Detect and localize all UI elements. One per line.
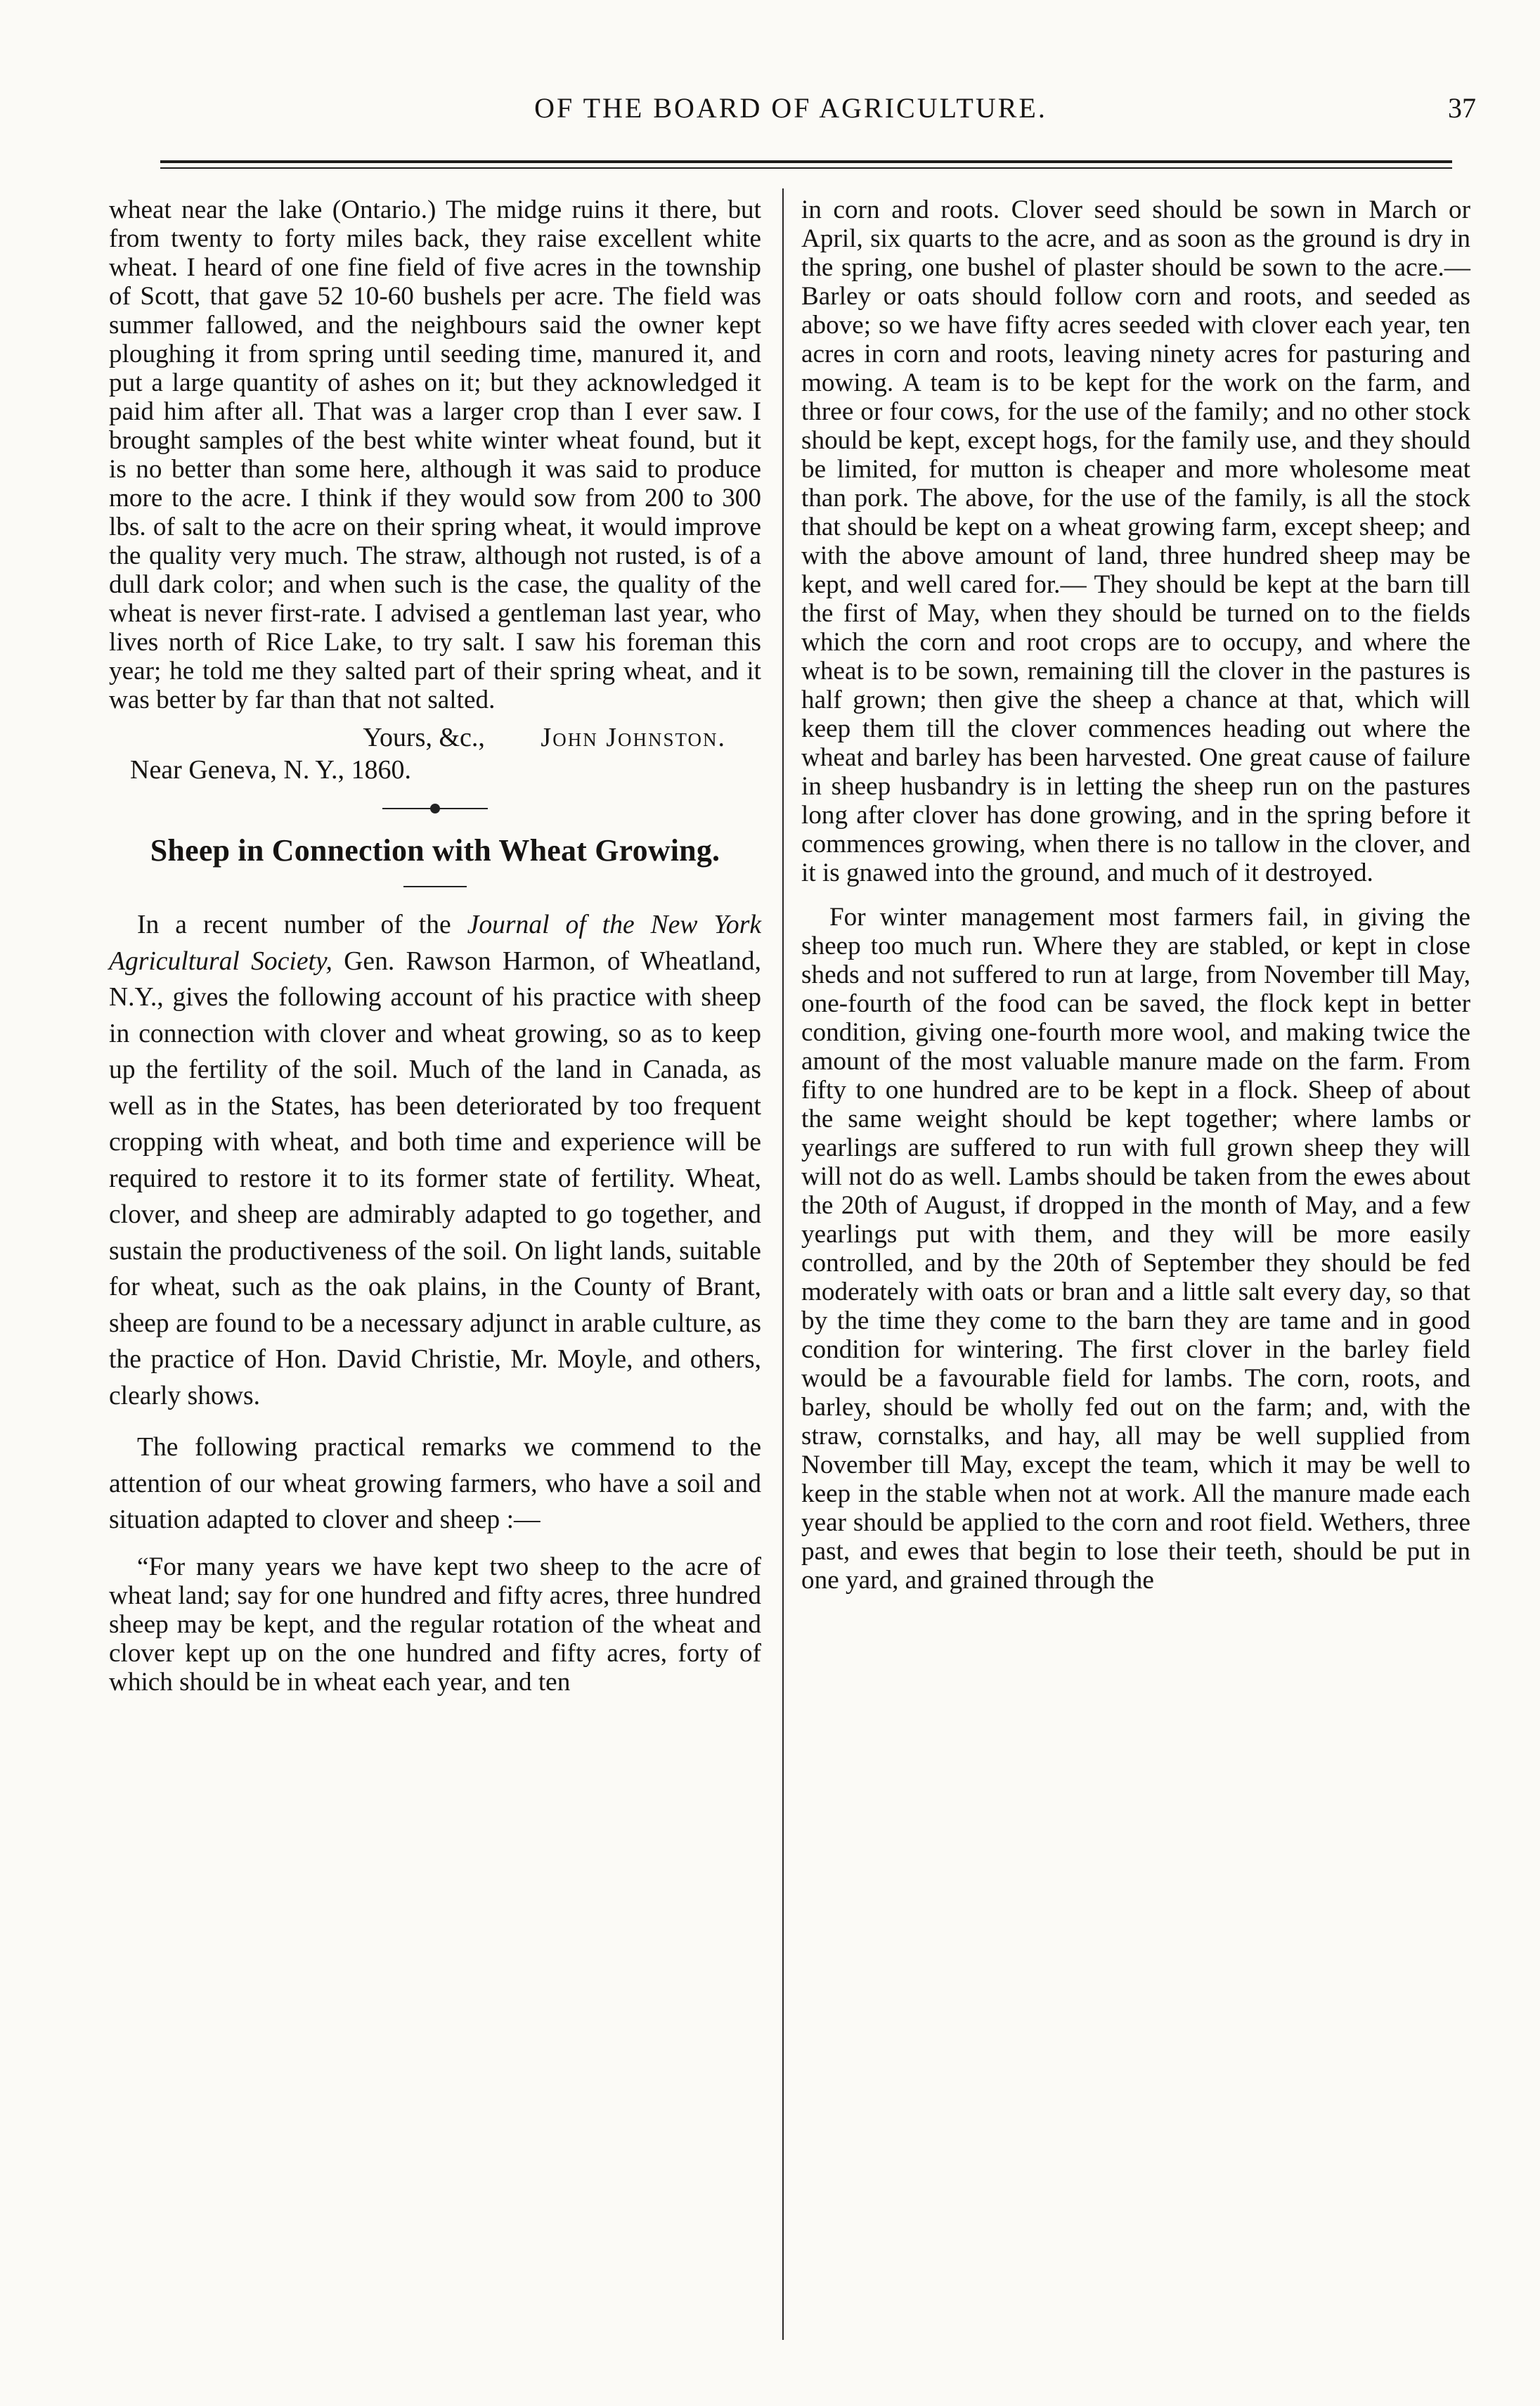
section-divider-ornament <box>382 802 488 816</box>
quoted-passage-start: “For many years we have kept two sheep to the acre of wheat land; say for one hundred and fifty acres, three hundred sheep may be kept, and the regular rotation of the wheat and clover kept up on the one hundred and fifty acres, forty of which should be in wheat each year, and ten <box>109 1552 761 1697</box>
letter-place-date: Near Geneva, N. Y., 1860. <box>130 755 411 785</box>
quoted-passage-paragraph-1: in corn and roots. Clover seed should be sown in March or April, six quarts to the acre, and as soon as the ground is dry in the spring, one bushel of plaster should be sown to the acre.— Barley or oats should follow corn and roots, and seeded as above; so we have fifty acres seeded with clover each year, ten acres in corn and roots, leaving ninety acres for pasturing and mowing. A team is to be kept for the work on the farm, and three or four cows, for the use of the family; and no other stock should be kept, except hogs, for the family use, and they should be limited, for mutton is cheaper and more wholesome meat than pork. The above, for the use of the family, is all the stock that should be kept on a wheat growing farm, except sheep; and with the above amount of land, three hundred sheep may be kept, and well cared for.— They should be kept at the barn till the first of May, when they should be turned on to the fields which the corn and root crops are to occupy, and where the wheat is to be sown, remaining till the clover in the pastures is half grown; then give the sheep a chance at that, which will keep them till the clover commences heading out where the wheat and barley has been harvested. One great cause of failure in sheep husbandry is in letting the sheep run on the pastures long after clover has done growing, and in the spring before it commences growing, when there is no tallow in the clover, and it is gnawed into the ground, and much of it destroyed. <box>801 195 1470 887</box>
page-number: 37 <box>1448 92 1476 124</box>
running-head-title: OF THE BOARD OF AGRICULTURE. <box>534 92 1047 124</box>
left-column <box>109 195 761 1697</box>
section-title: Sheep in Connection with Wheat Growing. <box>150 833 720 868</box>
letter-signature-line <box>109 721 761 754</box>
header-double-rule <box>160 160 1452 169</box>
article-intro-paragraph-2: The following practical remarks we commend to the attention of our wheat growing farmers, who have a soil and situation adapted to clover and sheep :— <box>109 1433 761 1534</box>
article-intro-paragraph-1: In a recent number of the Journal of the New York Agricultural Society, Gen. Rawson Harmon, of Wheatland, N.Y., gives the following account of his practice with sheep in connection with clover and wheat growing, so as to keep up the fertility of the soil. Much of the land in Canada, as well as in the States, has been deteriorated by too frequent cropping with wheat, and both time and experience will be required to restore it to its former state of fertility. Wheat, clover, and sheep are admirably adapted to go together, and sustain the productiveness of the soil. On light lands, suitable for wheat, such as the oak plains, in the County of Brant, sheep are found to be a necessary adjunct in arable culture, as the practice of Hon. David Christie, Mr. Moyle, and others, clearly shows. <box>109 911 761 1410</box>
right-column <box>801 195 1470 1595</box>
letter-closing: Yours, &c., <box>363 723 485 752</box>
letter-continuation-paragraph: wheat near the lake (Ontario.) The midge ruins it there, but from twenty to forty miles back, they raise excellent white wheat. I heard of one fine field of five acres in the township of Scott, that gave 52 10-60 bushels per acre. The field was summer fallowed, and the neighbours said the owner kept ploughing it from spring until seeding time, manured it, and put a large quantity of ashes on it; but they acknowledged it paid him after all. That was a larger crop than I ever saw. I brought samples of the best white winter wheat found, but it is no better than some here, although it was said to produce more to the acre. I think if they would sow from 200 to 300 lbs. of salt to the acre on their spring wheat, it would improve the quality very much. The straw, although not rusted, is of a dull dark color; and when such is the case, the quality of the wheat is never first-rate. I advised a gentleman last year, who lives north of Rice Lake, to try salt. I saw his foreman this year; he told me they salted part of their spring wheat, and it was better by far than that not salted. <box>109 195 761 714</box>
column-divider <box>782 188 784 2340</box>
letter-signature: John Johnston. <box>541 723 726 752</box>
quoted-passage-paragraph-2: For winter management most farmers fail, in giving the sheep too much run. Where they are stabled, or kept in close sheds and not suffered to run at large, from November till May, one-fourth of the food can be saved, the flock kept in better condition, giving one-fourth more wool, and making twice the amount of the most valuable manure made on the farm. From fifty to one hundred are to be kept in a flock. Sheep of about the same weight should be kept together; where lambs or yearlings are suffered to run with full grown sheep they will will not do as well. Lambs should be taken from the ewes about the 20th of August, if dropped in the month of May, and a few yearlings put with them, and they will be more easily controlled, and by the 20th of September they should be fed moderately with oats or bran and a little salt every day, so that by the time they come to the barn they are tame and in good condition for wintering. The first clover in the barley field would be a favourable field for lambs. The corn, roots, and barley, should be wholly fed out on the farm; and, with the straw, cornstalks, and hay, all may be well supplied from November till May, except the team, which it may be well to keep in the stable when not at work. All the manure made each year should be applied to the corn and root field. Wethers, three past, and ewes that begin to lose their teeth, should be put in one yard, and grained through the <box>801 903 1470 1595</box>
journal-title: Journal of the New York Agricultural Society, <box>109 911 761 976</box>
article-intro <box>109 907 761 1538</box>
running-head <box>105 91 1476 141</box>
section-title-rule <box>403 886 467 887</box>
